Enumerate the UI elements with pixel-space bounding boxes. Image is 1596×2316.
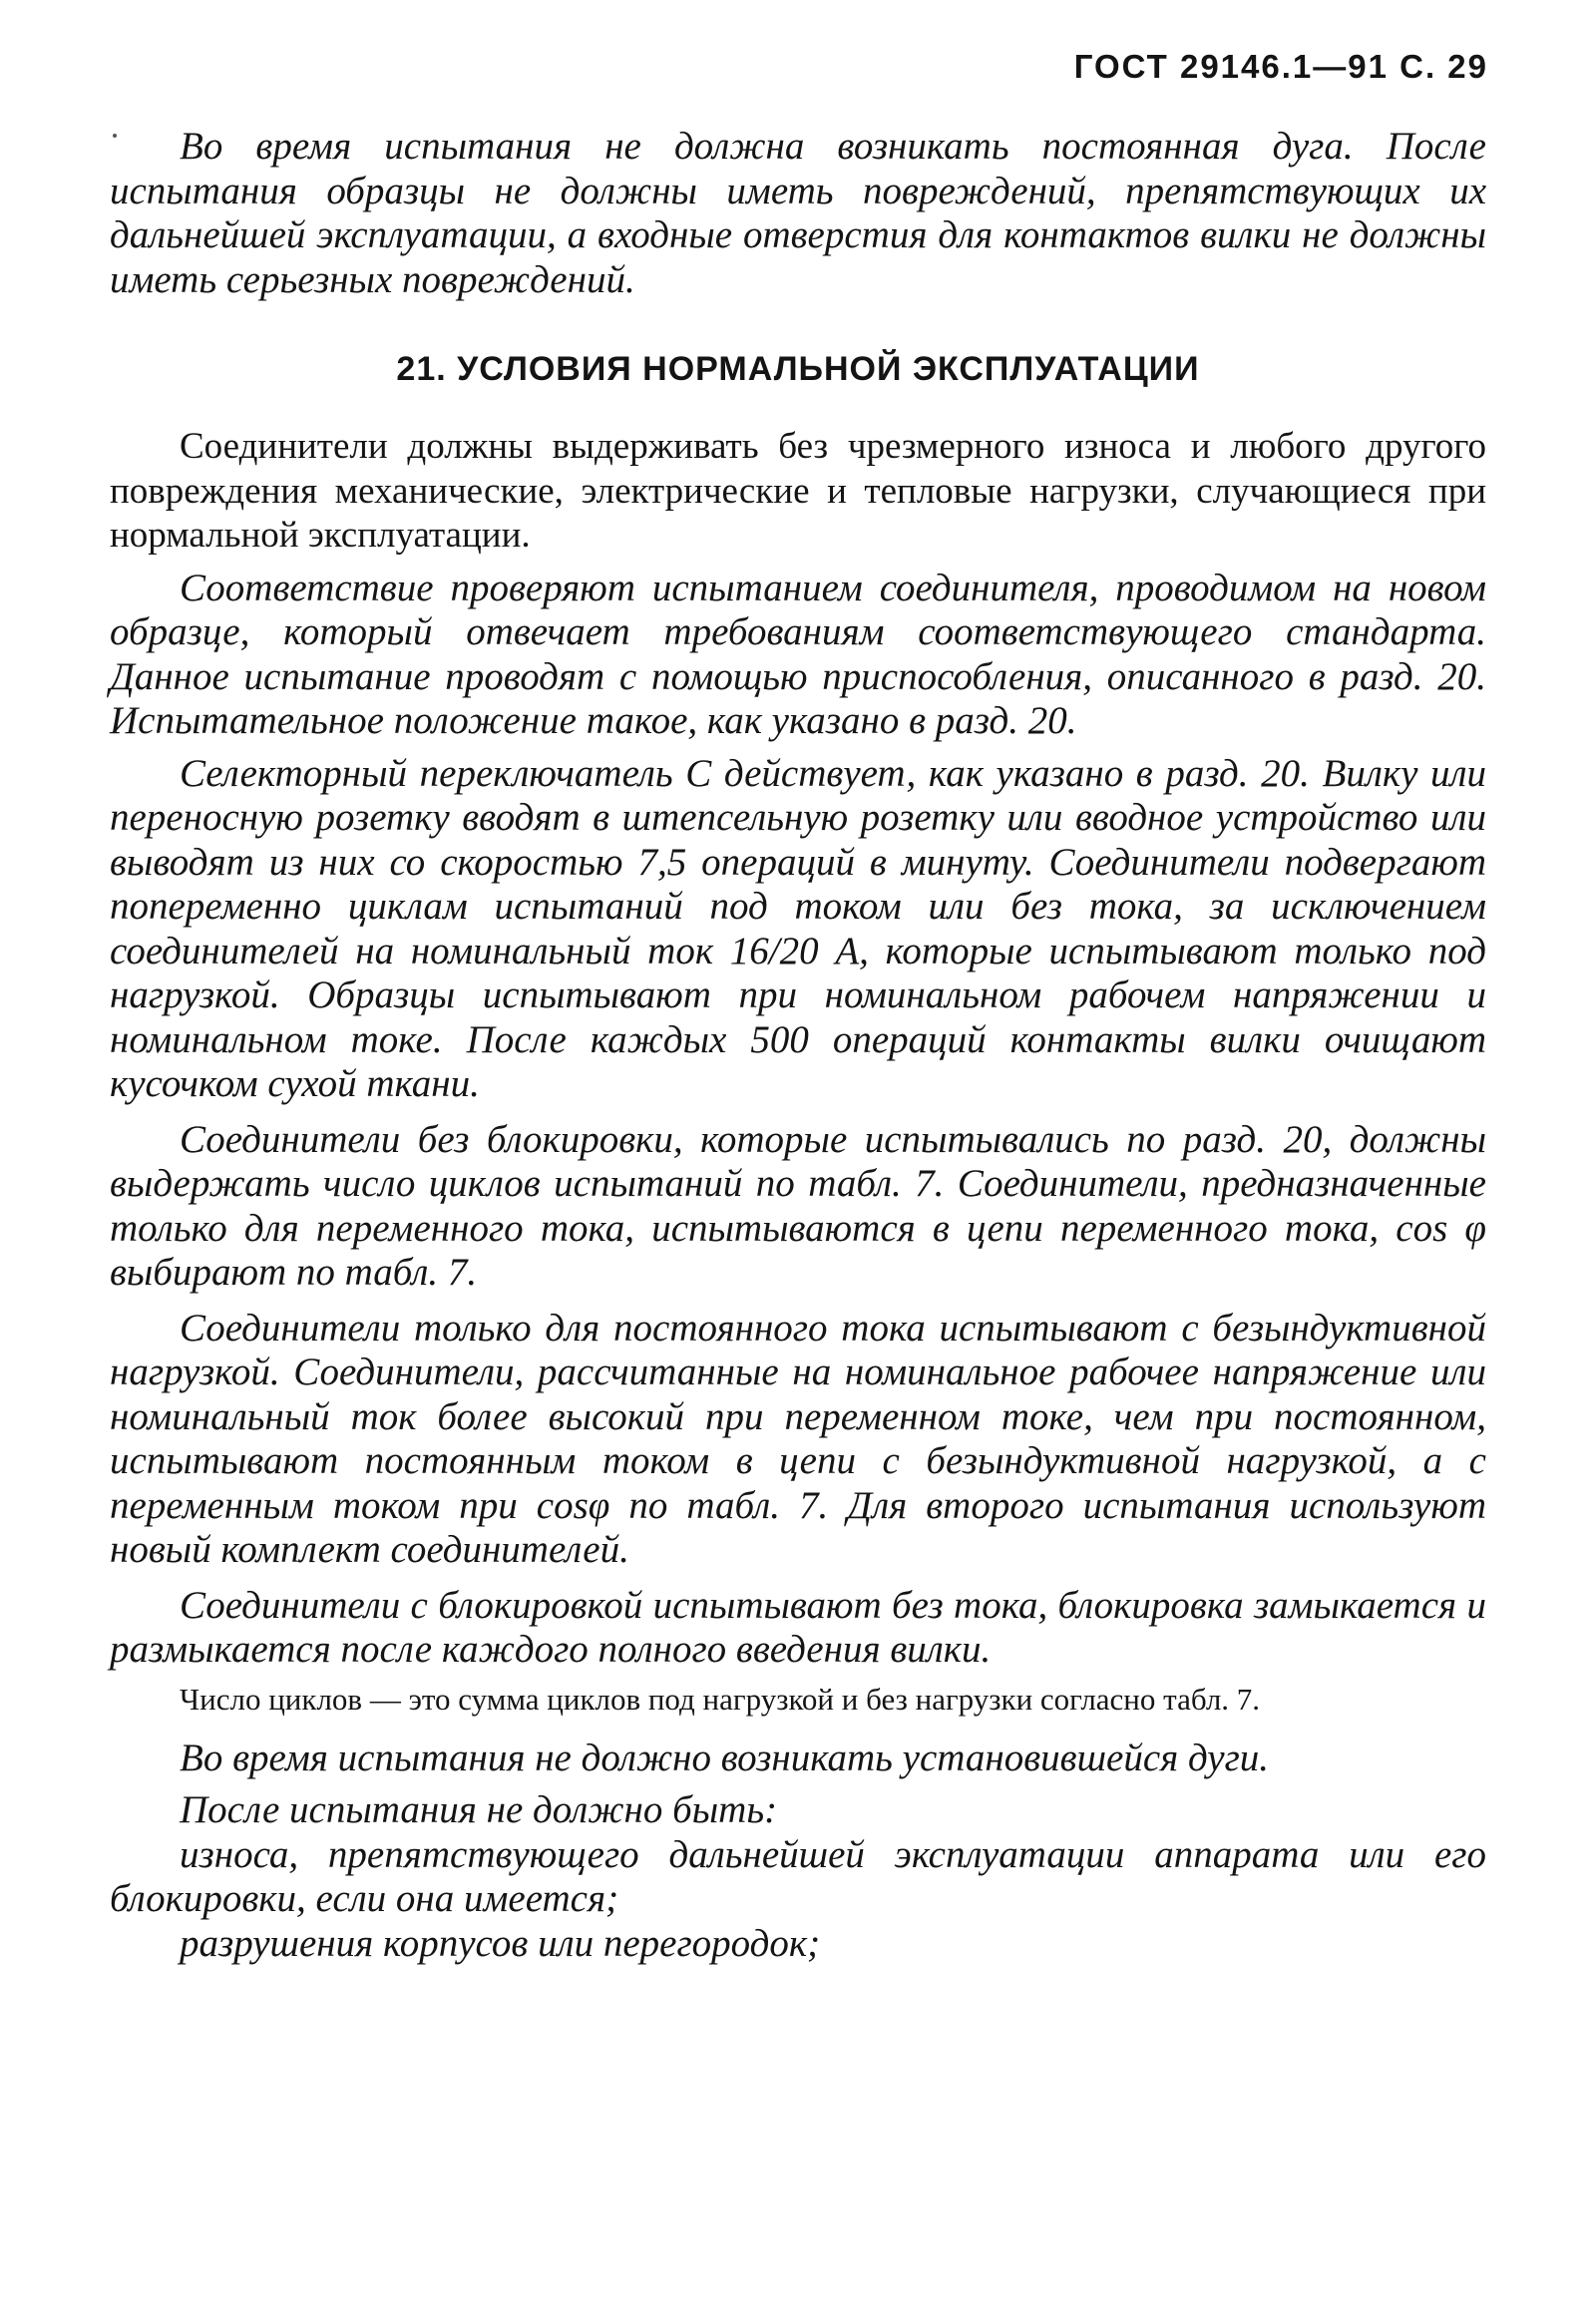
running-header: ГОСТ 29146.1—91 С. 29 [1073,48,1488,85]
paragraph-dc-only: Соединители только для постоянного тока испытывают с безындуктивной нагрузкой. Соединители, рассчитанные на номинальное рабочее напряжение или номинальный ток более высокий при переменном токе, чем при постоянном, испытывают постоянным током в цепи с безындуктивной нагрузкой, а с переменным током при cosφ по табл. 7. Для второго испытания используют новый комплект соединителей. [110,1306,1486,1571]
paragraph-no-interlock: Соединители без блокировки, которые испытывались по разд. 20, должны выдержать число циклов испытаний по табл. 7. Соединители, предназначенные только для переменного тока, испытываются в цепи переменного тока, cos φ выбирают по табл. 7. [110,1117,1486,1294]
paragraph-after-test: После испытания не должно быть: [180,1788,778,1831]
page-body [110,125,1486,1966]
list-item-wear: износа, препятствующего дальнейшей эксплуатации аппарата или его блокировки, если она имеется; [110,1832,1486,1920]
list-item-damage: разрушения корпусов или перегородок; [180,1921,821,1965]
section-heading: 21. УСЛОВИЯ НОРМАЛЬНОЙ ЭКСПЛУАТАЦИИ [396,350,1200,388]
paragraph-steady-arc: Во время испытания не должно возникать установившейся дуги. [180,1736,1270,1779]
paragraph-selector-switch: Селекторный переключатель С действует, как указано в разд. 20. Вилку или переносную розетку вводят в штепсельную розетку или вводное устройство или выводят из них со скоростью 7,5 операций в минуту. Соединители подвергают попеременно циклам испытаний под током или без тока, за исключением соединителей на номинальный ток 16/20 А, которые испытывают только под нагрузкой. Образцы испытывают при номинальном рабочем напряжении и номинальном токе. После каждых 500 операций контакты вилки очищают кусочком сухой ткани. [110,751,1486,1105]
paragraph-with-interlock: Соединители с блокировкой испытывают без тока, блокировка замыкается и размыкается после каждого полного введения вилки. [110,1583,1486,1671]
paragraph-arc-requirement: Во время испытания не должна возникать постоянная дуга. После испытания образцы не должны иметь повреждений, препятствующих их дальнейшей эксплуатации, а входные отверстия для контактов вилки не должны иметь серьезных повреждений. [110,125,1486,301]
paragraph-compliance-check: Соответствие проверяют испытанием соединителя, проводимом на новом образце, который отвечает требованиям соответствующего стандарта. Данное испытание проводят с помощью приспособления, описанного в разд. 20. Испытательное положение такое, как указано в разд. 20. [110,566,1486,742]
paragraph-cycles-note: Число циклов — это сумма циклов под нагрузкой и без нагрузки согласно табл. 7. [180,1681,1261,1717]
paragraph-operating-requirement: Соединители должны выдерживать без чрезмерного износа и любого другого повреждения механические, электрические и тепловые нагрузки, случающиеся при нормальной эксплуатации. [110,426,1486,556]
